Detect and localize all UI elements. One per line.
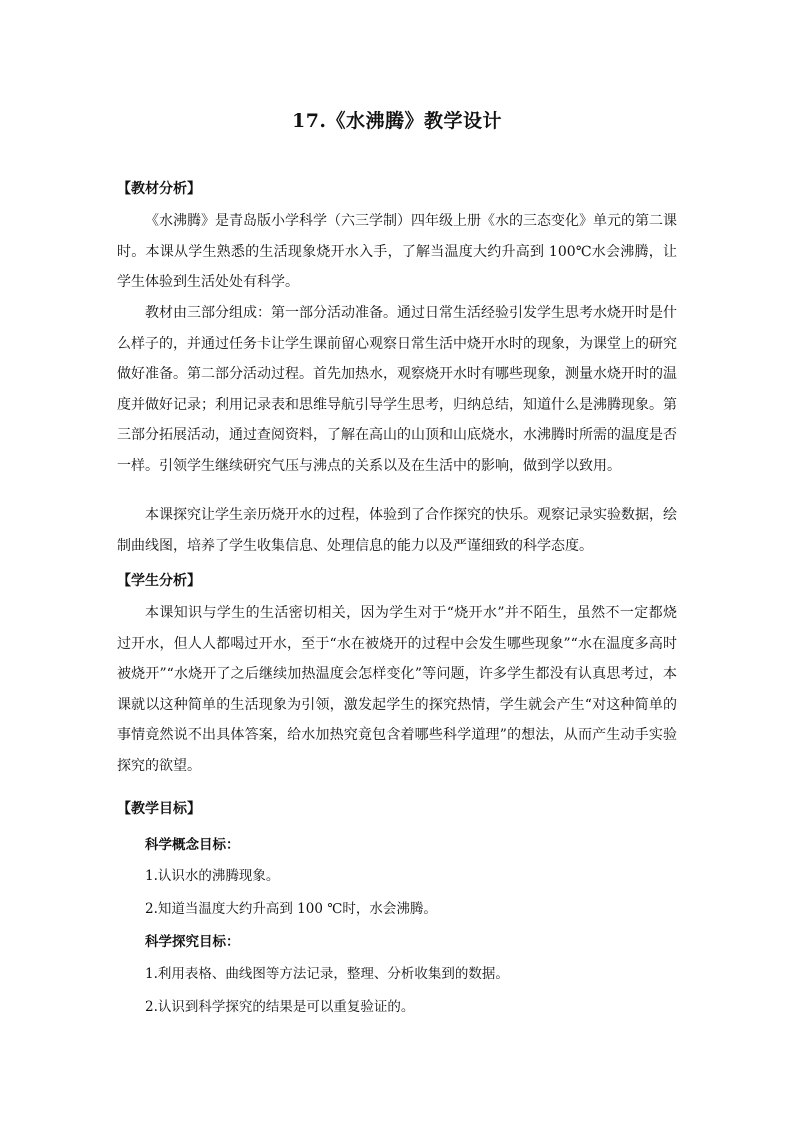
concept-goal-item: 1.认识水的沸腾现象。	[145, 868, 280, 884]
material-paragraph-1: 《水沸腾》是青岛版小学科学（六三学制）四年级上册《水的三态变化》单元的第二课时。本课从学生熟悉的生活现象烧开水入手，了解当温度大约升高到 100℃水会沸腾，让学生体验到生活处处有科学。	[117, 213, 677, 290]
material-paragraph-3: 本课探究让学生亲历烧开水的过程，体验到了合作探究的快乐。观察记录实验数据，绘制曲线图，培养了学生收集信息、处理信息的能力以及严谨细致的科学态度。	[117, 507, 677, 554]
section-heading-student: 【学生分析】	[117, 573, 201, 589]
material-paragraph-2: 教材由三部分组成：第一部分活动准备。通过日常生活经验引发学生思考水烧开时是什么样子的，并通过任务卡让学生课前留心观察日常生活中烧开水时的现象，为课堂上的研究做好准备。第二部分活动过程。首先加热水，观察烧开水时有哪些现象，测量水烧开时的温度并做好记录；利用记录表和思维导航引导学生思考，归纳总结，知道什么是沸腾现象。第三部分拓展活动，通过查阅资料，了解在高山的山顶和山底烧水，水沸腾时所需的温度是否一样。引领学生继续研究气压与沸点的关系以及在生活中的影响，做到学以致用。	[117, 305, 677, 474]
student-paragraph: 本课知识与学生的生活密切相关，因为学生对于“烧开水”并不陌生，虽然不一定都烧过开水，但人人都喝过开水，至于“水在被烧开的过程中会发生哪些现象”“水在温度多高时被烧开”“水烧开了之后继续加热温度会怎样变化”等问题，许多学生都没有认真思考过，本课就以这种简单的生活现象为引领，激发起学生的探究热情，学生就会产生“对这种简单的事情竟然说不出具体答案，给水加热究竟包含着哪些科学道理”的想法，从而产生动手实验探究的欲望。	[117, 605, 677, 774]
concept-goals-heading: 科学概念目标：	[145, 837, 240, 853]
document-title: 17.《水沸腾》教学设计	[291, 110, 503, 132]
concept-goal-item: 2.知道当温度大约升高到 100 ℃时，水会沸腾。	[145, 901, 437, 917]
section-heading-goals: 【教学目标】	[117, 801, 201, 817]
inquiry-goal-item: 1.利用表格、曲线图等方法记录，整理、分析收集到的数据。	[145, 966, 509, 982]
inquiry-goals-heading: 科学探究目标：	[145, 934, 240, 950]
inquiry-goal-item: 2.认识到科学探究的结果是可以重复验证的。	[145, 999, 415, 1015]
section-heading-material: 【教材分析】	[117, 181, 201, 197]
